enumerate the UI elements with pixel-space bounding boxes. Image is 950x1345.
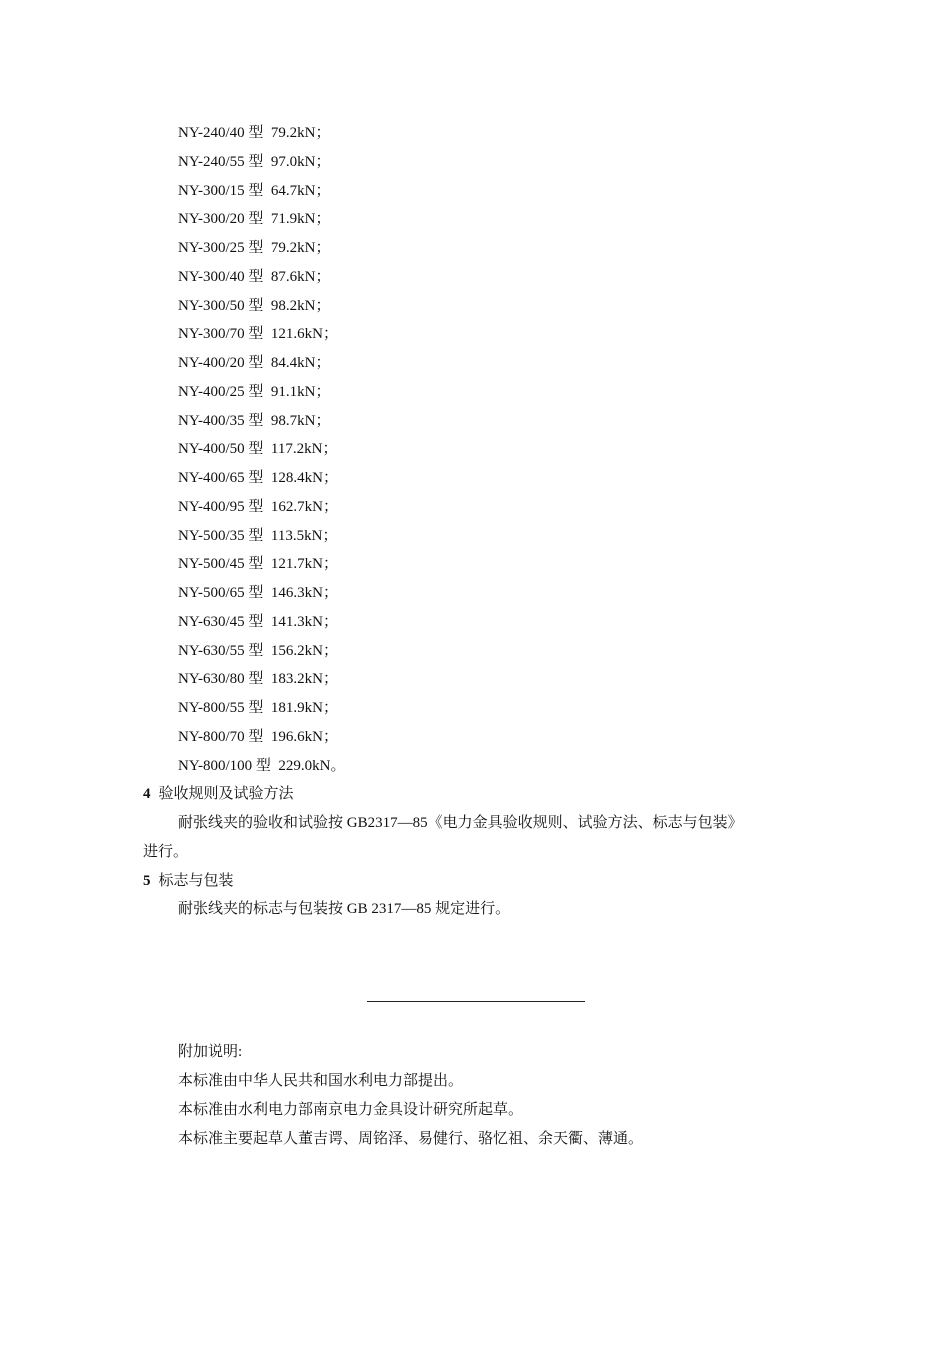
- list-item: NY-800/55 型 181.9kN；: [178, 700, 338, 716]
- separator-line: [367, 1001, 585, 1002]
- document-body: [143, 119, 823, 924]
- list-item: NY-500/65 型 146.3kN；: [178, 585, 338, 601]
- section-4-paragraph: 耐张线夹的验收和试验按 GB2317—85《电力金具验收规则、试验方法、标志与包装》: [178, 815, 743, 831]
- list-item: NY-300/70 型 121.6kN；: [178, 326, 338, 343]
- list-item: NY-630/55 型 156.2kN；: [178, 642, 338, 659]
- notes-line: 本标准由中华人民共和国水利电力部提出。: [178, 1073, 464, 1089]
- list-item: NY-300/20 型 71.9kN；: [178, 211, 331, 228]
- list-item: NY-240/55 型 97.0kN；: [178, 153, 331, 170]
- section-4-heading: 4 验收规则及试验方法: [143, 786, 294, 803]
- list-item: NY-300/40 型 87.6kN；: [178, 268, 331, 285]
- list-item: NY-300/50 型 98.2kN；: [178, 297, 331, 314]
- list-item: NY-240/40 型 79.2kN；: [178, 125, 331, 141]
- list-item: NY-500/45 型 121.7kN；: [178, 556, 338, 573]
- notes-line: 本标准主要起草人董吉谔、周铭泽、易健行、骆忆祖、余天衢、薄通。: [178, 1131, 644, 1147]
- list-item: NY-500/35 型 113.5kN；: [178, 527, 338, 544]
- list-item: NY-400/50 型 117.2kN；: [178, 441, 338, 458]
- tension-clamp-list: [143, 119, 823, 780]
- additional-notes: [178, 1038, 643, 1154]
- list-item: NY-400/20 型 84.4kN；: [178, 355, 331, 371]
- list-item: NY-800/70 型 196.6kN；: [178, 728, 338, 745]
- list-item: NY-400/25 型 91.1kN；: [178, 383, 331, 400]
- section-4-paragraph-cont: 进行。: [143, 843, 189, 860]
- list-item: NY-400/65 型 128.4kN；: [178, 470, 338, 486]
- list-item: NY-400/95 型 162.7kN；: [178, 498, 338, 515]
- section-5-paragraph: 耐张线夹的标志与包装按 GB 2317—85 规定进行。: [178, 901, 511, 918]
- notes-title: 附加说明:: [178, 1044, 243, 1060]
- list-item: NY-300/25 型 79.2kN；: [178, 240, 331, 256]
- list-item: NY-800/100 型 229.0kN。: [178, 757, 346, 774]
- notes-line: 本标准由水利电力部南京电力金具设计研究所起草。: [178, 1102, 524, 1118]
- list-item: NY-400/35 型 98.7kN；: [178, 412, 331, 429]
- list-item: NY-630/80 型 183.2kN；: [178, 671, 338, 688]
- list-item: NY-630/45 型 141.3kN；: [178, 613, 338, 630]
- section-5-heading: 5 标志与包装: [143, 872, 234, 889]
- list-item: NY-300/15 型 64.7kN；: [178, 182, 331, 199]
